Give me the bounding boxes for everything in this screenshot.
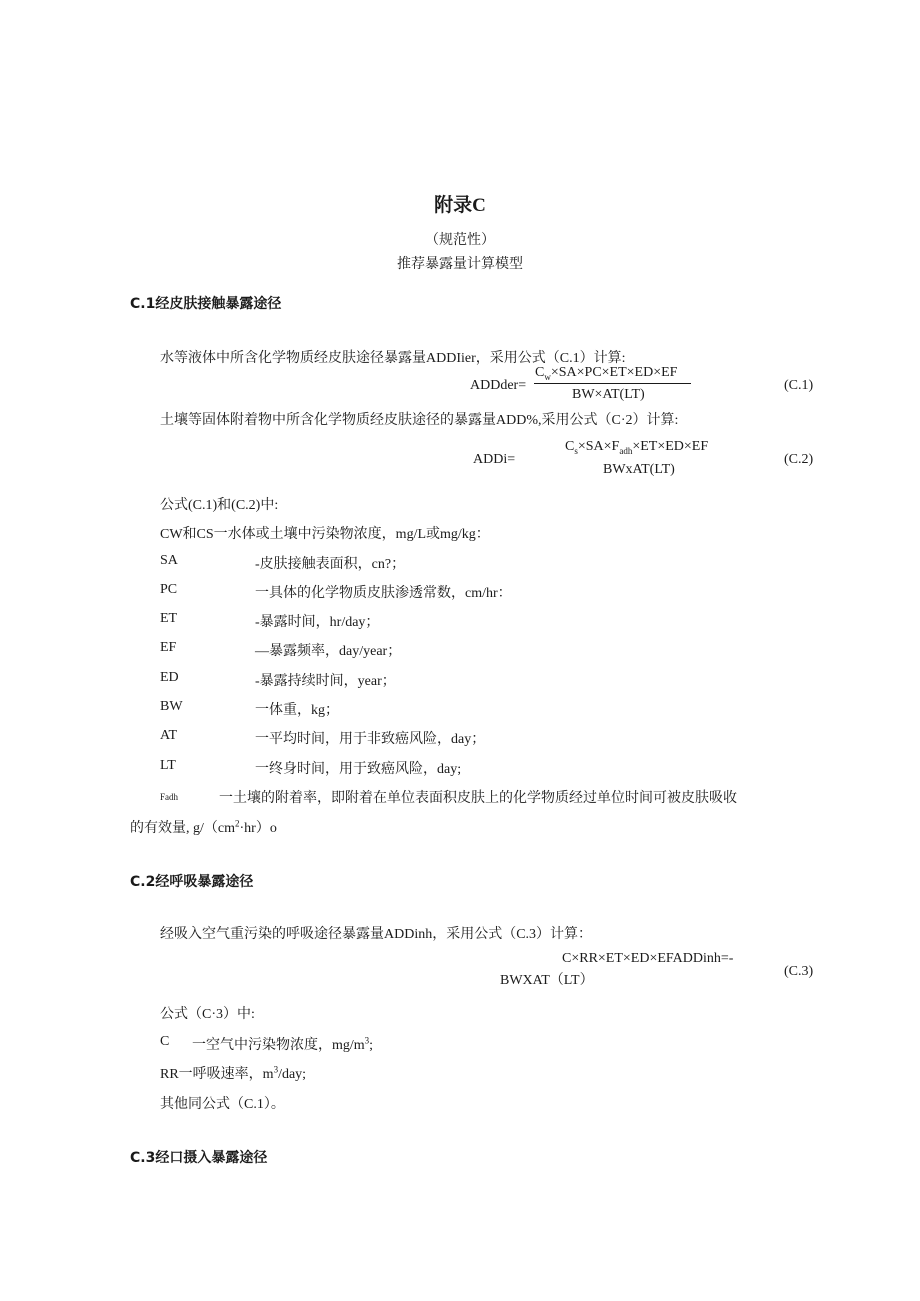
def-term-et: ET (160, 611, 178, 626)
eq-c2-label: (C.2) (784, 452, 814, 467)
c1-intro-liquid: 水等液体中所含化学物质经皮肤途径暴露量ADDIier，采用公式（C.1）计算: (160, 351, 626, 366)
def-term-at: AT (160, 728, 178, 743)
fadh-cont-end: ·hr）o (239, 821, 277, 836)
c2-intro: 经吸入空气重污染的呼吸途径暴露量ADDinh，采用公式（C.3）计算： (160, 927, 593, 942)
c2-rr-text: RR一呼吸速率，m (160, 1067, 274, 1082)
eq-c2-denominator: BWxAT(LT) (603, 462, 675, 477)
eq-c1-numerator (535, 365, 677, 382)
def-desc-fadh: 一土壤的附着率，即附着在单位表面积皮肤上的化学物质经过单位时间可被皮肤吸收 (219, 791, 737, 806)
c2-def-desc-c (192, 1034, 373, 1054)
eq-c2-num-sub-s: s (574, 445, 578, 456)
fadh-cont-text: 的有效量, g/（cm (130, 821, 235, 836)
c2-rr-end: /day; (278, 1067, 307, 1082)
c2-def-rr (160, 1063, 306, 1083)
eq-c1-lhs: ADDder= (470, 378, 527, 393)
def-desc-at: 一平均时间，用于非致癌风险，day； (255, 732, 486, 747)
eq-c3-label: (C.3) (784, 964, 814, 979)
eq-c1-num-c: C (535, 365, 545, 380)
eq-c1-num-rest: ×SA×PC×ET×ED×EF (550, 365, 678, 380)
def-term-lt: LT (160, 758, 176, 773)
def-desc-bw: 一体重，kg； (255, 703, 339, 718)
def-desc-fadh-continued (130, 817, 277, 837)
eq-c2-num-mid: ×SA×F (577, 439, 620, 454)
section-heading-c2: C.2经呼吸暴露途径 (130, 874, 254, 890)
def-desc-lt: 一终身时间，用于致癌风险，day; (255, 762, 462, 777)
fadh-cont-sup: 2 (235, 818, 240, 829)
def-term-ed: ED (160, 670, 179, 685)
def-term-pc: PC (160, 582, 178, 597)
eq-c1-num-sub: w (544, 371, 551, 382)
section-heading-c3: C.3经口摄入暴露途径 (130, 1150, 268, 1166)
c2-c-sup: 3 (364, 1035, 370, 1046)
section-heading-c1: C.1经皮肤接触暴露途径 (130, 296, 282, 312)
eq-c3-line1: C×RR×ET×ED×EFADDinh=- (562, 951, 734, 966)
c2-c-end: ; (369, 1038, 374, 1053)
c1-cw-cs-definition: CW和CS一水体或土壤中污染物浓度，mg/L或mg/kg： (160, 527, 490, 542)
c2-c-text: 一空气中污染物浓度，mg/m (192, 1038, 365, 1053)
eq-c1-denominator: BW×AT(LT) (572, 387, 645, 402)
eq-c2-numerator (565, 439, 708, 456)
def-term-fadh: Fadh (160, 792, 178, 802)
def-desc-et: -暴露时间，hr/day； (255, 615, 380, 630)
c1-intro-solid: 土壤等固体附着物中所含化学物质经皮肤途径的暴露量ADD%,采用公式（C·2）计算: (160, 413, 679, 428)
def-term-ef: EF (160, 640, 177, 655)
c2-rr-sup: 3 (273, 1064, 279, 1075)
def-term-sa: SA (160, 553, 178, 568)
c2-other-note: 其他同公式（C.1）。 (160, 1097, 285, 1112)
normative-label: （规范性） (425, 233, 495, 248)
c2-where: 公式（C·3）中: (160, 1007, 255, 1022)
def-desc-pc: 一具体的化学物质皮肤渗透常数，cm/hr： (255, 586, 512, 601)
eq-c1-fraction-bar (534, 383, 691, 384)
def-desc-ed: -暴露持续时间，year； (255, 674, 396, 689)
c2-def-term-c: C (160, 1034, 170, 1049)
appendix-title: 附录C (434, 195, 486, 216)
def-term-bw: BW (160, 699, 183, 714)
eq-c2-num-rest: ×ET×ED×EF (632, 439, 709, 454)
def-desc-sa: -皮肤接触表面积，cn?； (255, 557, 406, 572)
appendix-subtitle: 推荐暴露量计算模型 (397, 257, 523, 272)
eq-c1-label: (C.1) (784, 378, 814, 393)
eq-c2-num-c: C (565, 439, 575, 454)
eq-c2-num-sub-adh: adh (619, 445, 633, 456)
eq-c3-line2: BWXAT（LT） (500, 973, 594, 988)
eq-c2-lhs: ADDi= (473, 452, 516, 467)
def-desc-ef: —暴露频率，day/year； (255, 644, 402, 659)
c1-where: 公式(C.1)和(C.2)中: (160, 498, 279, 513)
